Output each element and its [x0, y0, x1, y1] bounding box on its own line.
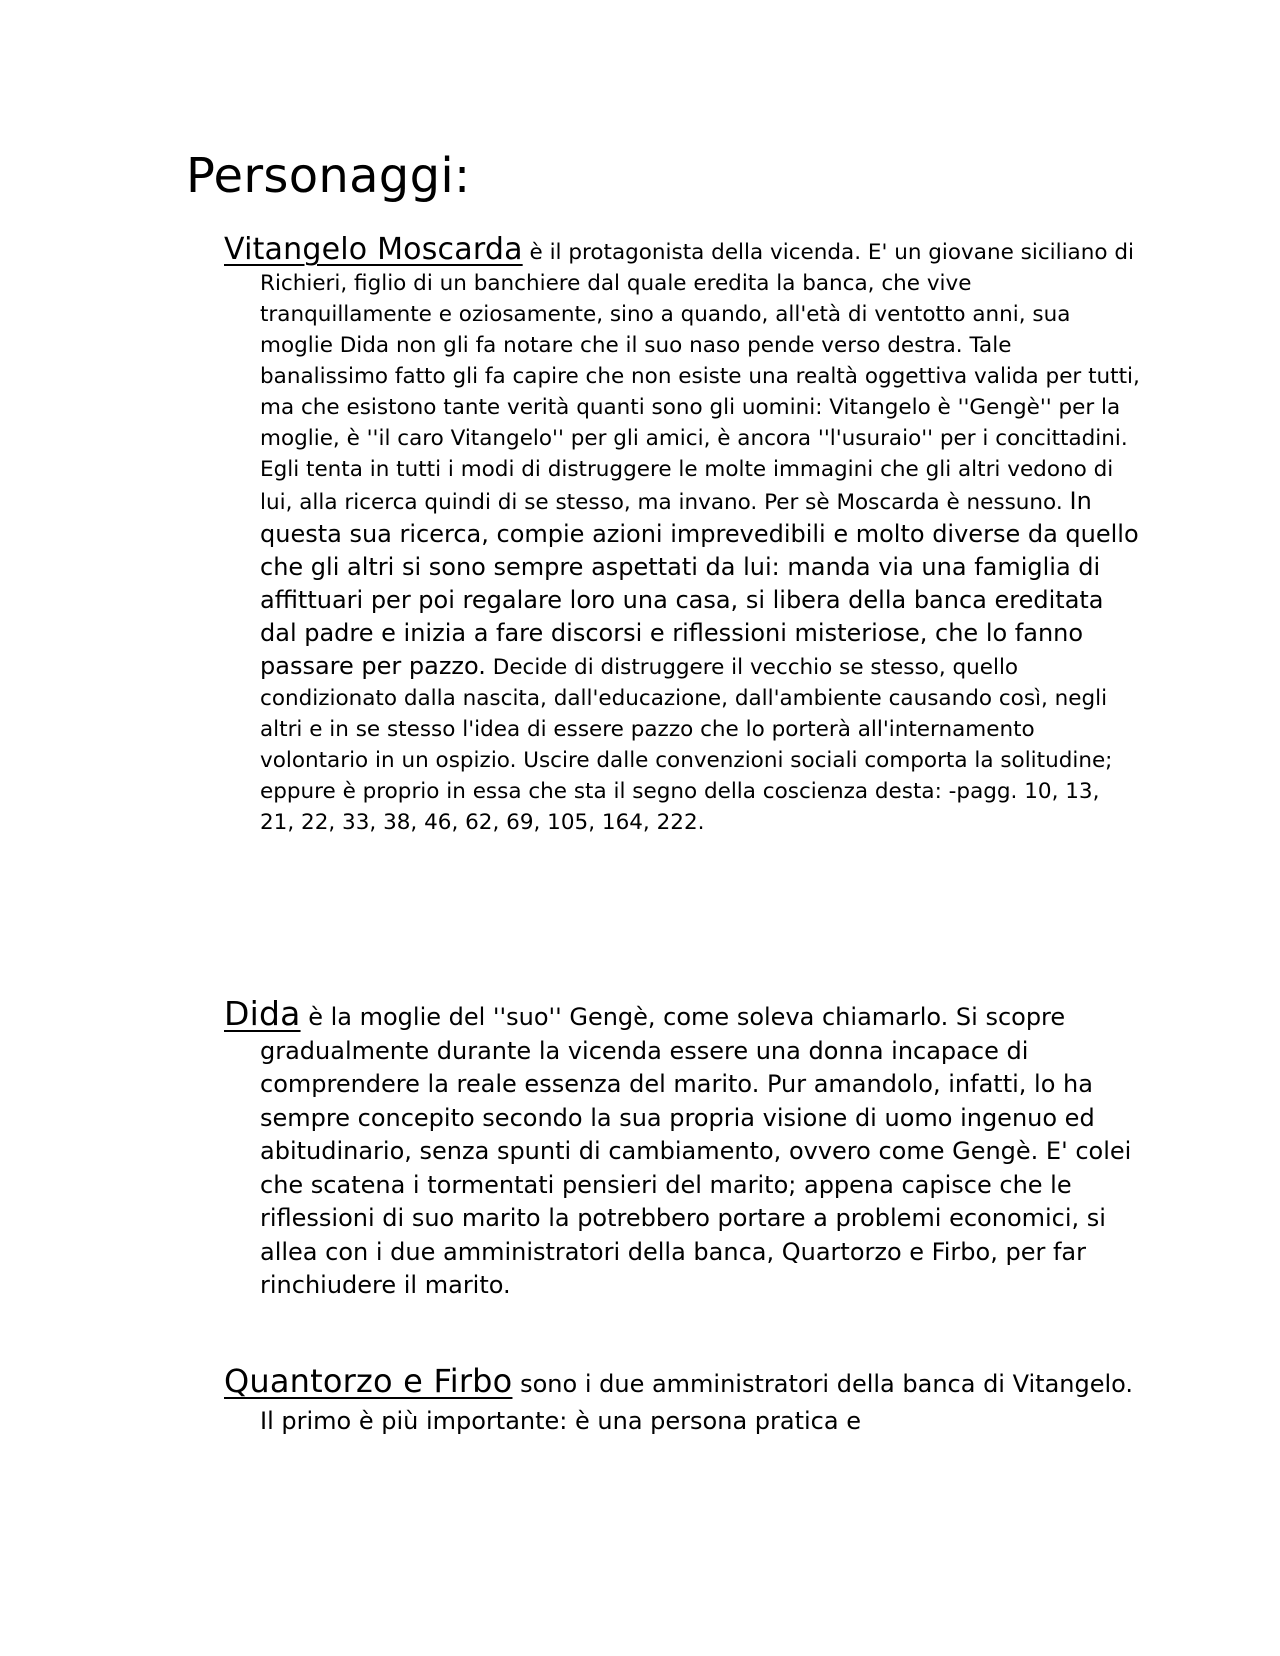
- character-entry-quantorzo-firbo: [224, 1363, 1140, 1440]
- character-name: Vitangelo Moscarda: [224, 232, 523, 267]
- character-entry-dida: [224, 994, 1140, 1303]
- character-entry-vitangelo: [224, 234, 1140, 838]
- character-name: Dida: [224, 994, 301, 1033]
- character-name: Quantorzo e Firbo: [224, 1362, 513, 1400]
- character-description: sono i due amministratori della banca di Vitangelo. Il primo è più importante: è una persona pratica e: [260, 1370, 1134, 1435]
- character-description: Decide di distruggere il vecchio se stesso, quello condizionato dalla nascita, dall'educazione, dall'ambiente causando così, negli altri e in se stesso l'idea di essere pazzo che lo porterà all'internamento volontario in un ospizio. Uscire dalle convenzioni sociali comporta la solitudine; eppure è proprio in essa che sta il segno della coscienza desta: -pagg. 10, 13, 21, 22, 33, 38, 46, 62, 69, 105, 164, 222.: [260, 655, 1113, 835]
- character-description: In questa sua ricerca, compie azioni imprevedibili e molto diverse da quello che gli altri si sono sempre aspettati da lui: manda via una famiglia di affittuari per poi regalare loro una casa, si libera della banca ereditata dal padre e inizia a fare discorsi e riflessioni misteriose, che lo fanno passare per pazzo.: [260, 487, 1139, 680]
- page-title: Personaggi:: [186, 148, 471, 204]
- character-description: è il protagonista della vicenda. E' un giovane siciliano di Richieri, figlio di un banchiere dal quale eredita la banca, che vive tranquillamente e oziosamente, sino a quando, all'età di ventotto anni, sua moglie Dida non gli fa notare che il suo naso pende verso destra. Tale banalissimo fatto gli fa capire che non esiste una realtà oggettiva valida per tutti, ma che esistono tante verità quanti sono gli uomini: Vitangelo è ''Gengè'' per la moglie, è ''il caro Vitangelo'' per gli amici, è ancora ''l'usuraio'' per i concittadini. Egli tenta in tutti i modi di distruggere le molte immagini che gli altri vedono di lui, alla ricerca quindi di se stesso, ma invano. Per sè Moscarda è nessuno.: [260, 240, 1140, 515]
- character-description: è la moglie del ''suo'' Gengè, come soleva chiamarlo. Si scopre gradualmente durante la vicenda essere una donna incapace di comprendere la reale essenza del marito. Pur amandolo, infatti, lo ha sempre concepito secondo la sua propria visione di uomo ingenuo ed abitudinario, senza spunti di cambiamento, ovvero come Gengè. E' colei che scatena i tormentati pensieri del marito; appena capisce che le riflessioni di suo marito la potrebbero portare a problemi economici, si allea con i due amministratori della banca, Quartorzo e Firbo, per far rinchiudere il marito.: [260, 1003, 1132, 1299]
